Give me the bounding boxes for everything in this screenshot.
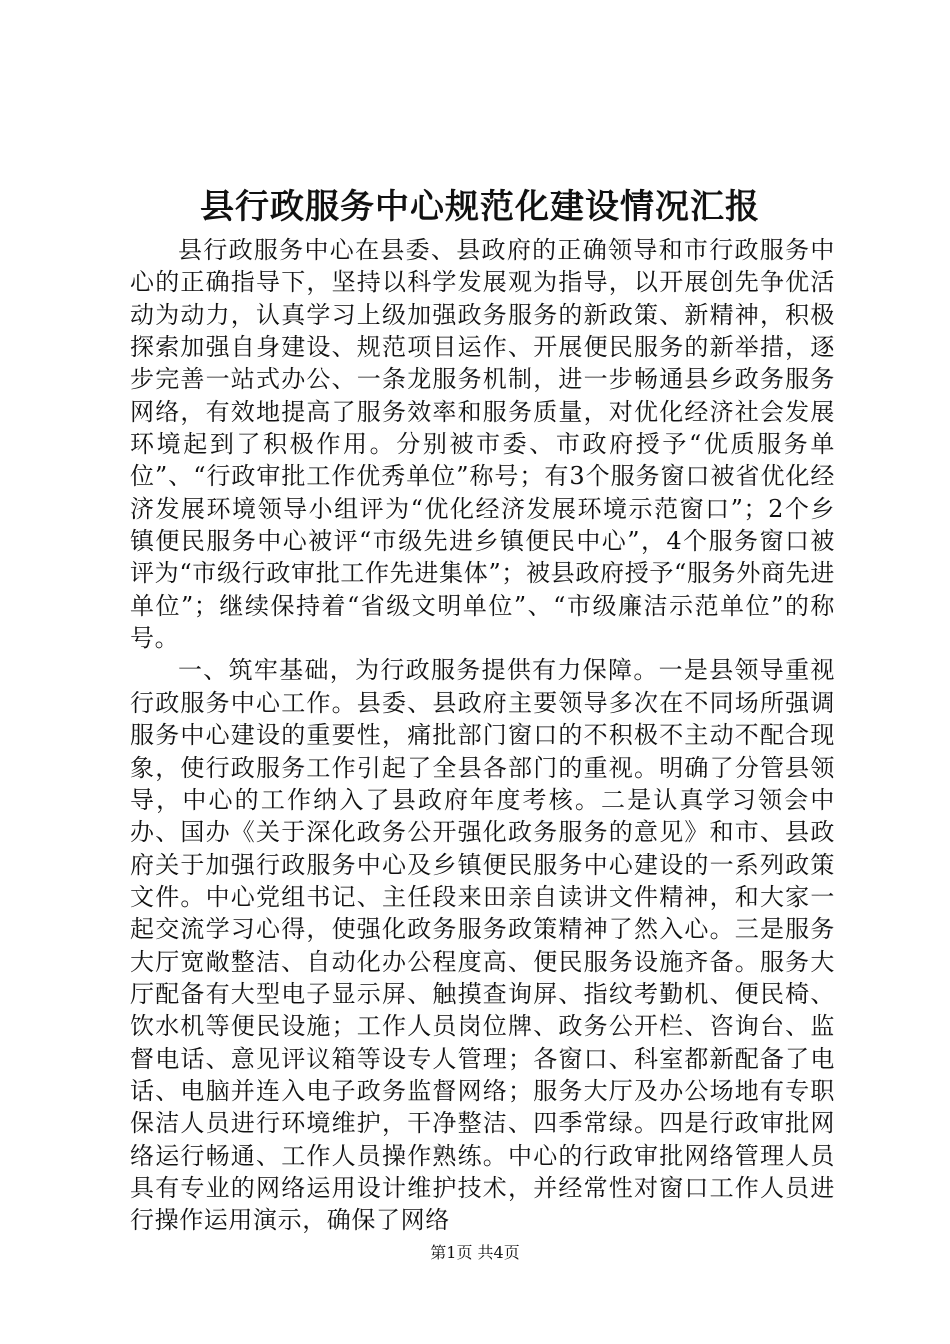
paragraph-intro: 县行政服务中心在县委、县政府的正确领导和市行政服务中心的正确指导下，坚持以科学发展观为指导，以开展创先争优活动为动力，认真学习上级加强政务服务的新政策、新精神，积极探索加强自身建设、规范项目运作、开展便民服务的新举措，逐步完善一站式办公、一条龙服务机制，进一步畅通县乡政务服务网络，有效地提高了服务效率和服务质量，对优化经济社会发展环境起到了积极作用。分别被市委、市政府授予“优质服务单位”、“行政审批工作优秀单位”称号；有3个服务窗口被省优化经济发展环境领导小组评为“优化经济发展环境示范窗口”；2个乡镇便民服务中心被评“市级先进乡镇便民中心”，4个服务窗口被评为“市级行政审批工作先进集体”；被县政府授予“服务外商先进单位”；继续保持着“省级文明单位”、“市级廉洁示范单位”的称号。: [130, 236, 835, 653]
page-footer: 第1页 共4页: [430, 1243, 520, 1262]
document-body: [130, 234, 835, 1237]
paragraph-section-one: 一、筑牢基础，为行政服务提供有力保障。一是县领导重视行政服务中心工作。县委、县政府主要领导多次在不同场所强调服务中心建设的重要性，痛批部门窗口的不积极不主动不配合现象，使行政服务工作引起了全县各部门的重视。明确了分管县领导，中心的工作纳入了县政府年度考核。二是认真学习领会中办、国办《关于深化政务公开强化政务服务的意见》和市、县政府关于加强行政服务中心及乡镇便民服务中心建设的一系列政策文件。中心党组书记、主任段来田亲自读讲文件精神，和大家一起交流学习心得，使强化政务服务政策精神了然入心。三是服务大厅宽敞整洁、自动化办公程度高、便民服务设施齐备。服务大厅配备有大型电子显示屏、触摸查询屏、指纹考勤机、便民椅、饮水机等便民设施；工作人员岗位牌、政务公开栏、咨询台、监督电话、意见评议箱等设专人管理；各窗口、科室都新配备了电话、电脑并连入电子政务监督网络；服务大厅及办公场地有专职保洁人员进行环境维护，干净整洁、四季常绿。四是行政审批网络运行畅通、工作人员操作熟练。中心的行政审批网络管理人员具有专业的网络运用设计维护技术，并经常性对窗口工作人员进行操作运用演示，确保了网络: [130, 656, 835, 1235]
document-title: 县行政服务中心规范化建设情况汇报: [200, 187, 760, 227]
